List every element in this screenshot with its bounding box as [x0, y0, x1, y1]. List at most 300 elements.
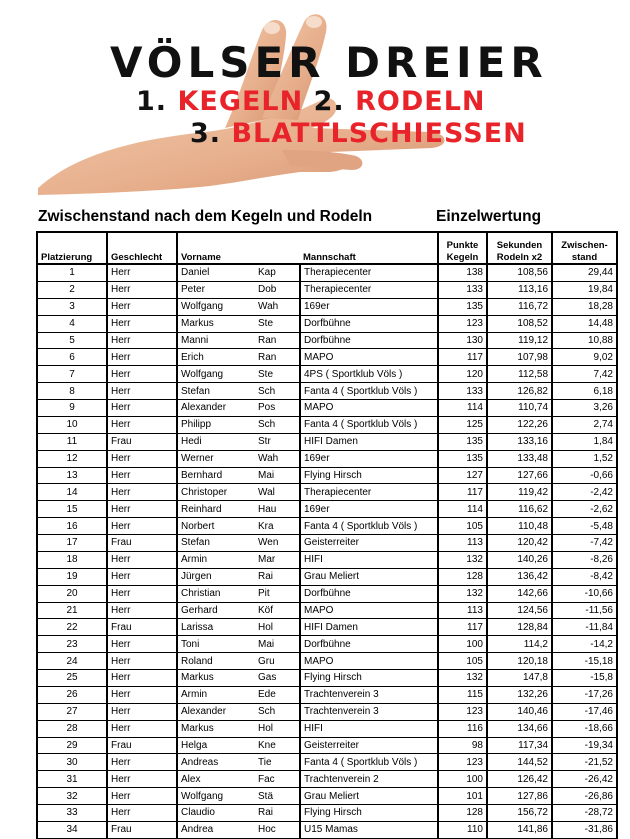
points-cell: 128: [438, 805, 487, 822]
score-cell: -10,66: [552, 585, 617, 602]
col-score-header-1: Zwischen-: [561, 240, 608, 251]
first-name-cell: Andrea: [177, 821, 255, 838]
table-row: [37, 568, 617, 585]
surname-abbr-cell: Mai: [255, 636, 300, 653]
surname-abbr-cell: Hau: [255, 501, 300, 518]
sex-cell: Herr: [107, 383, 177, 400]
score-cell: -14,2: [552, 636, 617, 653]
team-cell: 4PS ( Sportklub Völs ): [300, 366, 438, 383]
seconds-cell: 126,42: [487, 771, 552, 788]
table-row: [37, 535, 617, 552]
rank-cell: 17: [37, 535, 107, 552]
points-cell: 117: [438, 484, 487, 501]
team-cell: HIFI Damen: [300, 619, 438, 636]
col-first-header: Vorname: [177, 232, 255, 264]
sex-cell: Herr: [107, 332, 177, 349]
score-cell: 14,48: [552, 315, 617, 332]
col-points-header-1: Punkte: [446, 240, 479, 251]
surname-abbr-cell: Pit: [255, 585, 300, 602]
col-points-header-2: Kegeln: [446, 251, 479, 263]
surname-abbr-cell: Hol: [255, 619, 300, 636]
score-cell: 1,84: [552, 433, 617, 450]
rank-cell: 5: [37, 332, 107, 349]
sex-cell: Herr: [107, 653, 177, 670]
table-row: [37, 349, 617, 366]
team-cell: Fanta 4 ( Sportklub Völs ): [300, 383, 438, 400]
individual-heading: Einzelwertung: [436, 208, 542, 225]
sex-cell: Herr: [107, 467, 177, 484]
seconds-cell: 119,12: [487, 332, 552, 349]
score-cell: -2,42: [552, 484, 617, 501]
points-cell: 123: [438, 754, 487, 771]
first-name-cell: Reinhard: [177, 501, 255, 518]
first-name-cell: Helga: [177, 737, 255, 754]
team-cell: Grau Meliert: [300, 568, 438, 585]
sex-cell: Herr: [107, 636, 177, 653]
team-cell: Therapiecenter: [300, 264, 438, 281]
banner: [0, 0, 630, 195]
rank-cell: 34: [37, 821, 107, 838]
first-name-cell: Philipp: [177, 416, 255, 433]
surname-abbr-cell: Wen: [255, 535, 300, 552]
points-cell: 120: [438, 366, 487, 383]
points-cell: 128: [438, 568, 487, 585]
sex-cell: Herr: [107, 551, 177, 568]
points-cell: 130: [438, 332, 487, 349]
sex-cell: Herr: [107, 281, 177, 298]
rank-cell: 33: [37, 805, 107, 822]
team-cell: Dorfbühne: [300, 315, 438, 332]
surname-abbr-cell: Ste: [255, 366, 300, 383]
sex-cell: Herr: [107, 771, 177, 788]
surname-abbr-cell: Stä: [255, 788, 300, 805]
rank-cell: 1: [37, 264, 107, 281]
rank-cell: 8: [37, 383, 107, 400]
score-cell: 9,02: [552, 349, 617, 366]
first-name-cell: Markus: [177, 720, 255, 737]
seconds-cell: 144,52: [487, 754, 552, 771]
sex-cell: Herr: [107, 501, 177, 518]
seconds-cell: 108,56: [487, 264, 552, 281]
points-cell: 135: [438, 298, 487, 315]
surname-abbr-cell: Wal: [255, 484, 300, 501]
seconds-cell: 140,26: [487, 551, 552, 568]
points-cell: 132: [438, 585, 487, 602]
team-cell: Trachtenverein 3: [300, 703, 438, 720]
sex-cell: Herr: [107, 703, 177, 720]
rank-cell: 32: [37, 788, 107, 805]
team-cell: Fanta 4 ( Sportklub Völs ): [300, 416, 438, 433]
first-name-cell: Andreas: [177, 754, 255, 771]
table-row: [37, 653, 617, 670]
surname-abbr-cell: Fac: [255, 771, 300, 788]
table-row: [37, 450, 617, 467]
surname-abbr-cell: Kne: [255, 737, 300, 754]
first-name-cell: Alexander: [177, 400, 255, 417]
team-cell: Dorfbühne: [300, 585, 438, 602]
first-name-cell: Markus: [177, 315, 255, 332]
first-name-cell: Armin: [177, 551, 255, 568]
score-cell: -26,42: [552, 771, 617, 788]
col-score-header-2: stand: [571, 251, 598, 263]
sex-cell: Herr: [107, 720, 177, 737]
first-name-cell: Peter: [177, 281, 255, 298]
score-cell: -2,62: [552, 501, 617, 518]
sex-cell: Herr: [107, 670, 177, 687]
col-sex-header: Geschlecht: [107, 232, 177, 264]
table-row: [37, 383, 617, 400]
standings-table: [36, 231, 618, 839]
table-row: [37, 686, 617, 703]
seconds-cell: 122,26: [487, 416, 552, 433]
table-row: [37, 754, 617, 771]
table-row: [37, 264, 617, 281]
score-cell: -15,8: [552, 670, 617, 687]
rank-cell: 9: [37, 400, 107, 417]
rank-cell: 13: [37, 467, 107, 484]
team-cell: Therapiecenter: [300, 281, 438, 298]
team-cell: MAPO: [300, 653, 438, 670]
sex-cell: Frau: [107, 737, 177, 754]
banner-line-1: [136, 86, 486, 117]
col-abbr-header: [255, 232, 300, 264]
team-cell: 169er: [300, 501, 438, 518]
score-cell: -26,86: [552, 788, 617, 805]
seconds-cell: 133,48: [487, 450, 552, 467]
banner-kegeln: KEGELN: [177, 86, 304, 117]
sex-cell: Frau: [107, 433, 177, 450]
sex-cell: Herr: [107, 585, 177, 602]
first-name-cell: Roland: [177, 653, 255, 670]
first-name-cell: Markus: [177, 670, 255, 687]
score-cell: -28,72: [552, 805, 617, 822]
table-row: [37, 636, 617, 653]
team-cell: Trachtenverein 2: [300, 771, 438, 788]
team-cell: Flying Hirsch: [300, 670, 438, 687]
team-cell: MAPO: [300, 602, 438, 619]
first-name-cell: Christian: [177, 585, 255, 602]
rank-cell: 11: [37, 433, 107, 450]
seconds-cell: 126,82: [487, 383, 552, 400]
rank-cell: 26: [37, 686, 107, 703]
team-cell: MAPO: [300, 400, 438, 417]
sex-cell: Herr: [107, 602, 177, 619]
team-cell: Dorfbühne: [300, 332, 438, 349]
team-cell: Fanta 4 ( Sportklub Völs ): [300, 518, 438, 535]
col-seconds-header-2: Rodeln x2: [496, 251, 543, 263]
rank-cell: 30: [37, 754, 107, 771]
rank-cell: 28: [37, 720, 107, 737]
points-cell: 132: [438, 670, 487, 687]
table-row: [37, 518, 617, 535]
score-cell: -5,48: [552, 518, 617, 535]
surname-abbr-cell: Rai: [255, 805, 300, 822]
first-name-cell: Toni: [177, 636, 255, 653]
rank-cell: 23: [37, 636, 107, 653]
first-name-cell: Manni: [177, 332, 255, 349]
seconds-cell: 120,42: [487, 535, 552, 552]
table-row: [37, 467, 617, 484]
sex-cell: Herr: [107, 349, 177, 366]
rank-cell: 10: [37, 416, 107, 433]
team-cell: Flying Hirsch: [300, 805, 438, 822]
team-cell: Flying Hirsch: [300, 467, 438, 484]
sex-cell: Herr: [107, 568, 177, 585]
points-cell: 125: [438, 416, 487, 433]
rank-cell: 14: [37, 484, 107, 501]
seconds-cell: 147,8: [487, 670, 552, 687]
score-cell: -17,26: [552, 686, 617, 703]
score-cell: 7,42: [552, 366, 617, 383]
points-cell: 100: [438, 771, 487, 788]
rank-cell: 29: [37, 737, 107, 754]
team-cell: HIFI: [300, 720, 438, 737]
score-cell: -15,18: [552, 653, 617, 670]
seconds-cell: 136,42: [487, 568, 552, 585]
rank-cell: 21: [37, 602, 107, 619]
col-score-header: [552, 232, 617, 264]
first-name-cell: Gerhard: [177, 602, 255, 619]
points-cell: 133: [438, 281, 487, 298]
sex-cell: Herr: [107, 264, 177, 281]
points-cell: 133: [438, 383, 487, 400]
score-cell: -21,52: [552, 754, 617, 771]
points-cell: 135: [438, 433, 487, 450]
table-row: [37, 400, 617, 417]
seconds-cell: 116,72: [487, 298, 552, 315]
table-body: [37, 264, 617, 838]
first-name-cell: Wolfgang: [177, 366, 255, 383]
table-header-row: [37, 232, 617, 264]
first-name-cell: Wolfgang: [177, 298, 255, 315]
points-cell: 117: [438, 619, 487, 636]
banner-blattlschiessen: BLATTLSCHIESSEN: [231, 118, 527, 149]
score-cell: 1,52: [552, 450, 617, 467]
standings-heading: Zwischenstand nach dem Kegeln und Rodeln: [38, 208, 373, 225]
team-cell: HIFI Damen: [300, 433, 438, 450]
points-cell: 105: [438, 653, 487, 670]
sex-cell: Herr: [107, 518, 177, 535]
first-name-cell: Daniel: [177, 264, 255, 281]
score-cell: -11,84: [552, 619, 617, 636]
seconds-cell: 112,58: [487, 366, 552, 383]
first-name-cell: Wolfgang: [177, 788, 255, 805]
points-cell: 113: [438, 602, 487, 619]
rank-cell: 12: [37, 450, 107, 467]
first-name-cell: Alexander: [177, 703, 255, 720]
table-row: [37, 670, 617, 687]
rank-cell: 4: [37, 315, 107, 332]
banner-num-1: 1.: [136, 86, 168, 117]
table-row: [37, 332, 617, 349]
team-cell: Fanta 4 ( Sportklub Völs ): [300, 754, 438, 771]
table-row: [37, 416, 617, 433]
points-cell: 110: [438, 821, 487, 838]
points-cell: 101: [438, 788, 487, 805]
rank-cell: 19: [37, 568, 107, 585]
team-cell: HIFI: [300, 551, 438, 568]
score-cell: 29,44: [552, 264, 617, 281]
score-cell: -31,86: [552, 821, 617, 838]
score-cell: 2,74: [552, 416, 617, 433]
seconds-cell: 133,16: [487, 433, 552, 450]
seconds-cell: 127,86: [487, 788, 552, 805]
surname-abbr-cell: Ran: [255, 349, 300, 366]
score-cell: 3,26: [552, 400, 617, 417]
score-cell: 10,88: [552, 332, 617, 349]
surname-abbr-cell: Pos: [255, 400, 300, 417]
surname-abbr-cell: Wah: [255, 450, 300, 467]
surname-abbr-cell: Hoc: [255, 821, 300, 838]
sex-cell: Herr: [107, 484, 177, 501]
team-cell: Geisterreiter: [300, 535, 438, 552]
surname-abbr-cell: Mai: [255, 467, 300, 484]
col-seconds-header-1: Sekunden: [496, 240, 543, 251]
rank-cell: 15: [37, 501, 107, 518]
seconds-cell: 116,62: [487, 501, 552, 518]
seconds-cell: 156,72: [487, 805, 552, 822]
sex-cell: Herr: [107, 805, 177, 822]
surname-abbr-cell: Ede: [255, 686, 300, 703]
first-name-cell: Larissa: [177, 619, 255, 636]
first-name-cell: Stefan: [177, 535, 255, 552]
surname-abbr-cell: Wah: [255, 298, 300, 315]
score-cell: -0,66: [552, 467, 617, 484]
score-cell: -7,42: [552, 535, 617, 552]
sex-cell: Herr: [107, 788, 177, 805]
points-cell: 105: [438, 518, 487, 535]
team-cell: Therapiecenter: [300, 484, 438, 501]
table-row: [37, 788, 617, 805]
team-cell: 169er: [300, 450, 438, 467]
seconds-cell: 141,86: [487, 821, 552, 838]
rank-cell: 20: [37, 585, 107, 602]
table-row: [37, 366, 617, 383]
table-row: [37, 433, 617, 450]
sex-cell: Herr: [107, 686, 177, 703]
rank-cell: 22: [37, 619, 107, 636]
rank-cell: 2: [37, 281, 107, 298]
points-cell: 138: [438, 264, 487, 281]
surname-abbr-cell: Rai: [255, 568, 300, 585]
surname-abbr-cell: Kap: [255, 264, 300, 281]
first-name-cell: Hedi: [177, 433, 255, 450]
surname-abbr-cell: Kra: [255, 518, 300, 535]
first-name-cell: Christoper: [177, 484, 255, 501]
score-cell: 18,28: [552, 298, 617, 315]
banner-rodeln: RODELN: [355, 86, 486, 117]
seconds-cell: 110,74: [487, 400, 552, 417]
points-cell: 98: [438, 737, 487, 754]
points-cell: 132: [438, 551, 487, 568]
table-row: [37, 585, 617, 602]
points-cell: 135: [438, 450, 487, 467]
surname-abbr-cell: Gru: [255, 653, 300, 670]
table-row: [37, 737, 617, 754]
table-row: [37, 821, 617, 838]
score-cell: 19,84: [552, 281, 617, 298]
score-cell: -11,56: [552, 602, 617, 619]
first-name-cell: Alex: [177, 771, 255, 788]
points-cell: 114: [438, 501, 487, 518]
first-name-cell: Jürgen: [177, 568, 255, 585]
seconds-cell: 119,42: [487, 484, 552, 501]
surname-abbr-cell: Ran: [255, 332, 300, 349]
seconds-cell: 128,84: [487, 619, 552, 636]
first-name-cell: Norbert: [177, 518, 255, 535]
points-cell: 123: [438, 315, 487, 332]
surname-abbr-cell: Sch: [255, 703, 300, 720]
rank-cell: 18: [37, 551, 107, 568]
first-name-cell: Armin: [177, 686, 255, 703]
sex-cell: Frau: [107, 619, 177, 636]
seconds-cell: 108,52: [487, 315, 552, 332]
table-row: [37, 720, 617, 737]
first-name-cell: Erich: [177, 349, 255, 366]
banner-line-2: [190, 118, 527, 149]
rank-cell: 16: [37, 518, 107, 535]
points-cell: 127: [438, 467, 487, 484]
surname-abbr-cell: Tie: [255, 754, 300, 771]
team-cell: 169er: [300, 298, 438, 315]
seconds-cell: 134,66: [487, 720, 552, 737]
seconds-cell: 114,2: [487, 636, 552, 653]
points-cell: 116: [438, 720, 487, 737]
table-row: [37, 703, 617, 720]
banner-num-2: 2.: [313, 86, 345, 117]
sex-cell: Herr: [107, 315, 177, 332]
sex-cell: Frau: [107, 535, 177, 552]
col-rank-header: Platzierung: [37, 232, 107, 264]
table-row: [37, 298, 617, 315]
table-row: [37, 805, 617, 822]
sex-cell: Herr: [107, 754, 177, 771]
seconds-cell: 140,46: [487, 703, 552, 720]
score-cell: -8,26: [552, 551, 617, 568]
sex-cell: Frau: [107, 821, 177, 838]
seconds-cell: 110,48: [487, 518, 552, 535]
seconds-cell: 124,56: [487, 602, 552, 619]
seconds-cell: 113,16: [487, 281, 552, 298]
surname-abbr-cell: Sch: [255, 416, 300, 433]
rank-cell: 24: [37, 653, 107, 670]
points-cell: 100: [438, 636, 487, 653]
surname-abbr-cell: Str: [255, 433, 300, 450]
score-cell: -19,34: [552, 737, 617, 754]
team-cell: Grau Meliert: [300, 788, 438, 805]
table-row: [37, 501, 617, 518]
surname-abbr-cell: Mar: [255, 551, 300, 568]
table-row: [37, 771, 617, 788]
sex-cell: Herr: [107, 450, 177, 467]
seconds-cell: 132,26: [487, 686, 552, 703]
seconds-cell: 107,98: [487, 349, 552, 366]
rank-cell: 31: [37, 771, 107, 788]
col-team-header: Mannschaft: [300, 232, 438, 264]
seconds-cell: 127,66: [487, 467, 552, 484]
surname-abbr-cell: Ste: [255, 315, 300, 332]
team-cell: MAPO: [300, 349, 438, 366]
table-row: [37, 315, 617, 332]
table-row: [37, 551, 617, 568]
points-cell: 117: [438, 349, 487, 366]
sex-cell: Herr: [107, 416, 177, 433]
points-cell: 115: [438, 686, 487, 703]
col-seconds-header: [487, 232, 552, 264]
points-cell: 114: [438, 400, 487, 417]
surname-abbr-cell: Gas: [255, 670, 300, 687]
seconds-cell: 117,34: [487, 737, 552, 754]
